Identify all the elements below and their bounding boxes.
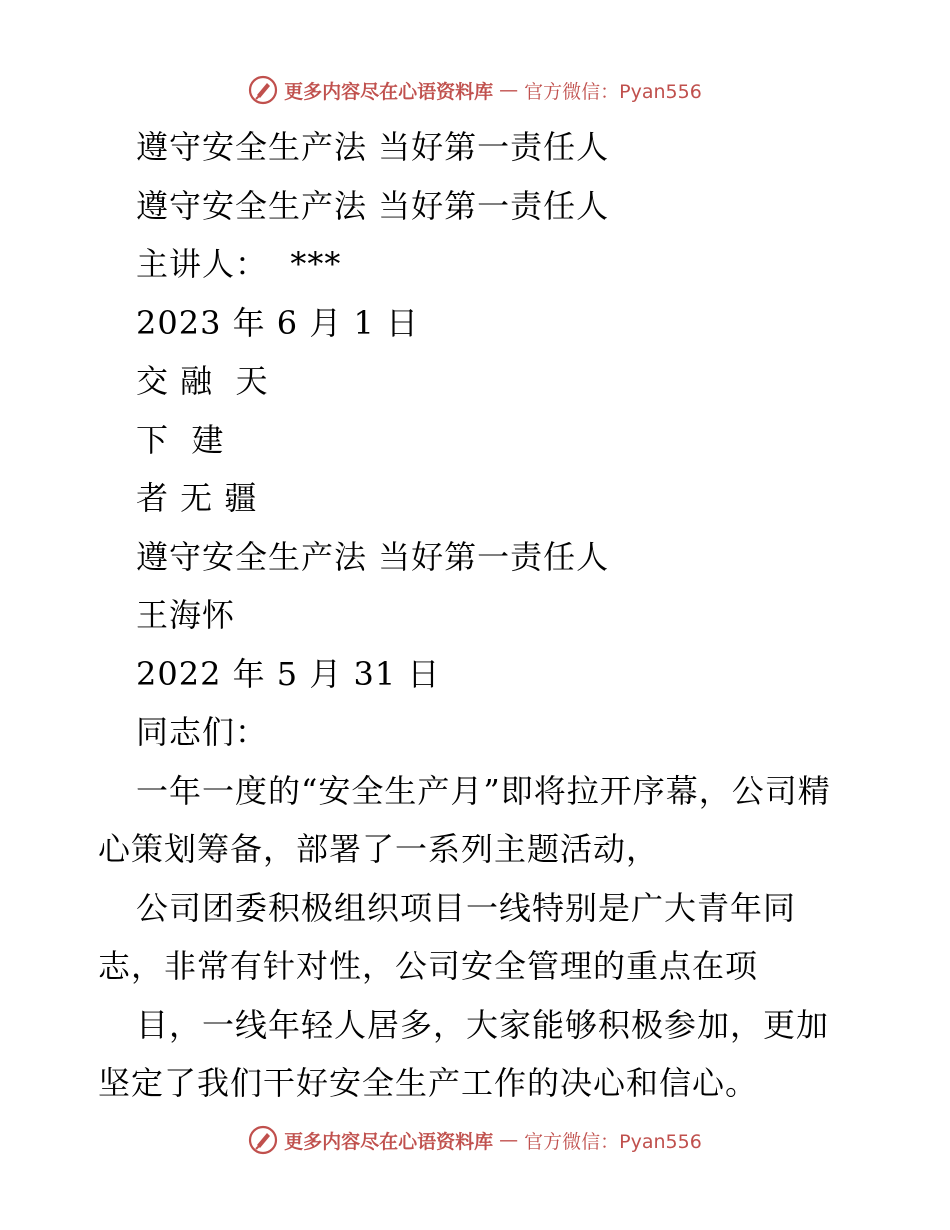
- paragraph: 公司团委积极组织项目一线特别是广大青年同志，非常有针对性，公司安全管理的重点在项: [98, 888, 797, 985]
- official-wechat: 官方微信：Pyan556: [524, 80, 702, 103]
- date-line-2: 2022 年 5 月 31 日: [136, 654, 441, 693]
- footer-watermark: [0, 1120, 950, 1160]
- doc-title-repeat: 遵守安全生产法 当好第一责任人: [136, 186, 610, 225]
- text-line: 者 无 疆: [136, 479, 258, 517]
- text-line: 交 融 天: [136, 362, 269, 400]
- salutation: 同志们：: [136, 713, 269, 751]
- header-watermark: [0, 70, 950, 110]
- banner-separator: —: [499, 79, 519, 101]
- date-line: 2023 年 6 月 1 日: [136, 303, 420, 342]
- official-wechat: 官方微信：Pyan556: [524, 1130, 702, 1153]
- speaker-line: 主讲人： ***: [136, 245, 342, 283]
- doc-title: 遵守安全生产法 当好第一责任人: [136, 128, 610, 166]
- brand-text: 更多内容尽在心语资料库: [284, 1130, 494, 1153]
- banner-separator: —: [499, 1129, 519, 1151]
- author-line: 王海怀: [136, 596, 236, 634]
- paragraph: 目，一线年轻人居多，大家能够积极参加，更加坚定了我们干好安全生产工作的决心和信心。: [98, 1005, 830, 1102]
- brand-text: 更多内容尽在心语资料库: [284, 80, 494, 103]
- brand-logo-icon: [248, 75, 278, 105]
- section-title: 遵守安全生产法 当好第一责任人: [136, 537, 610, 576]
- paragraph: 一年一度的“安全生产月”即将拉开序幕，公司精心策划筹备，部署了一系列主题活动，: [98, 771, 831, 868]
- brand-logo-icon: [248, 1125, 278, 1155]
- text-line: 下 建: [136, 420, 225, 459]
- document-body: [98, 118, 858, 1113]
